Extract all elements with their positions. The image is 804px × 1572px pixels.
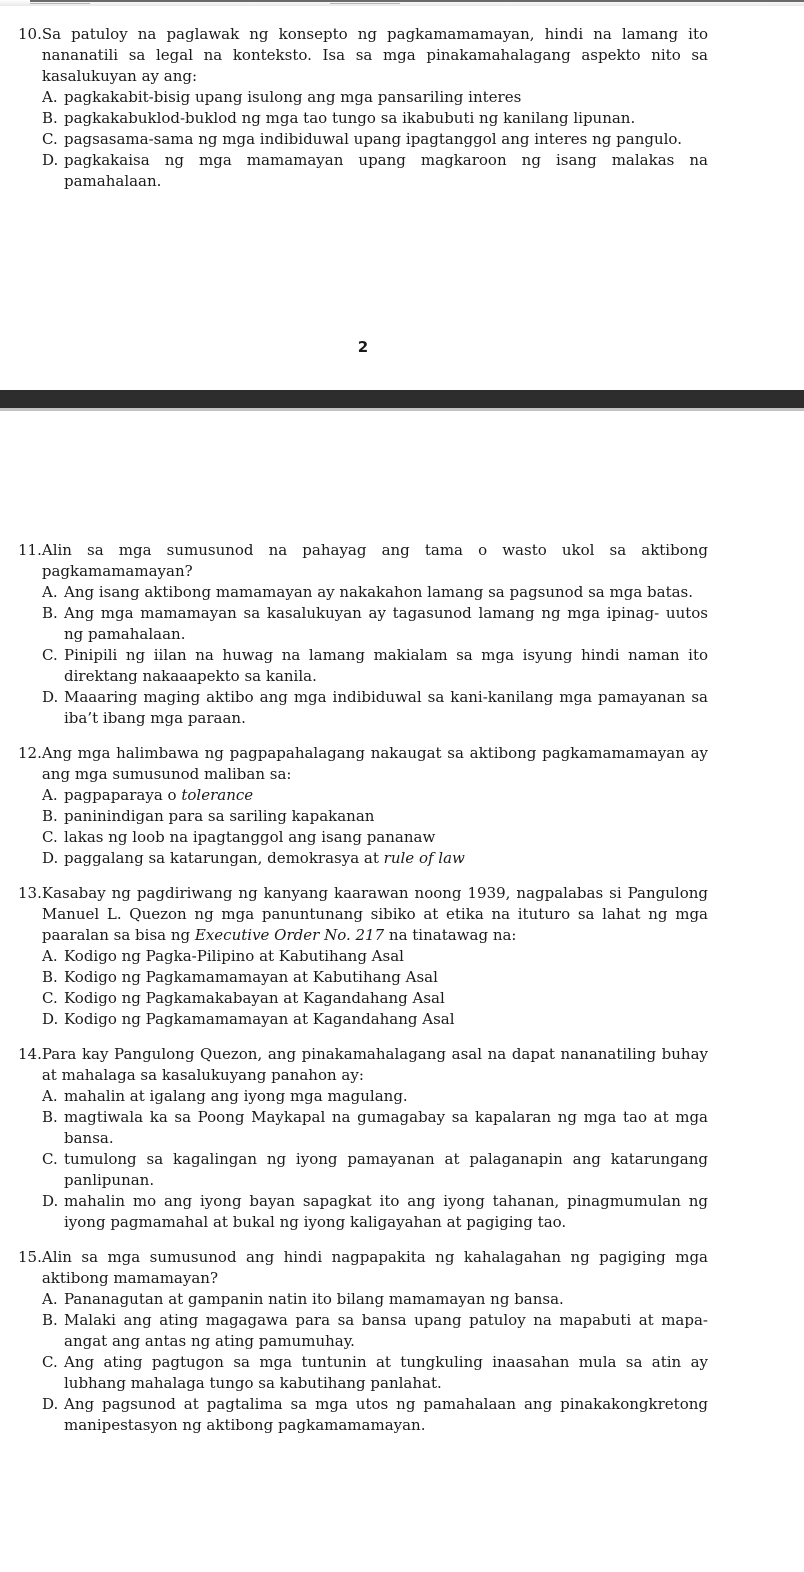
option-text: Kodigo ng Pagkamakabayan at Kagandahang Asal (64, 989, 445, 1007)
cut-text-fragment (30, 0, 90, 4)
option-a (18, 1086, 708, 1107)
option-text: paggalang sa katarungan, demokrasya at (64, 849, 384, 867)
option-text: paninindigan para sa sariling kapakanan (64, 807, 375, 825)
option-b (18, 1107, 708, 1149)
question-gap (18, 729, 708, 743)
page-section-bottom (18, 540, 708, 1436)
option-letter: B. (42, 1311, 58, 1329)
option-text: pagkakabit-bisig upang isulong ang mga pansariling interes (64, 88, 522, 106)
option-b (18, 603, 708, 645)
question-number: 12. (18, 744, 42, 762)
option-text: mahalin at igalang ang iyong mga magulang. (64, 1087, 408, 1105)
option-a (18, 87, 708, 108)
question-number: 13. (18, 884, 42, 902)
option-letter: A. (42, 1290, 58, 1308)
option-letter: C. (42, 989, 58, 1007)
option-c (18, 988, 708, 1009)
question-10 (18, 24, 708, 192)
option-letter: D. (42, 151, 59, 169)
question-13 (18, 883, 708, 1030)
question-number: 10. (18, 25, 42, 43)
option-letter: B. (42, 807, 58, 825)
option-letter: A. (42, 88, 58, 106)
question-gap (18, 1030, 708, 1044)
option-a (18, 582, 708, 603)
option-letter: C. (42, 1353, 58, 1371)
option-letter: A. (42, 786, 58, 804)
question-stem (18, 540, 708, 582)
question-stem (18, 1247, 708, 1289)
option-text: tumulong sa kagalingan ng iyong pamayanan at palaganapin ang katarungang panlipunan. (64, 1150, 708, 1189)
option-letter: D. (42, 1395, 59, 1413)
option-c (18, 645, 708, 687)
option-letter: C. (42, 1150, 58, 1168)
question-text-end: na tinatawag na: (384, 926, 517, 944)
page-section-top (18, 24, 708, 356)
option-c (18, 827, 708, 848)
option-a (18, 785, 708, 806)
option-text-group (64, 848, 708, 869)
question-stem (18, 883, 708, 946)
option-b (18, 806, 708, 827)
option-text: Kodigo ng Pagkamamamayan at Kabutihang Asal (64, 968, 438, 986)
option-c (18, 129, 708, 150)
option-text: Maaaring maging aktibo ang mga indibiduwal sa kani-kanilang mga pamayanan sa iba’t ibang mga paraan. (64, 688, 708, 727)
option-a (18, 1289, 708, 1310)
option-d (18, 1009, 708, 1030)
option-d (18, 687, 708, 729)
question-text: Alin sa mga sumusunod na pahayag ang tama o wasto ukol sa aktibong pagkamamamayan? (41, 541, 708, 580)
question-15 (18, 1247, 708, 1436)
option-b (18, 108, 708, 129)
option-text: lakas ng loob na ipagtanggol ang isang pananaw (64, 828, 436, 846)
option-list (18, 1086, 708, 1233)
option-text: pagpaparaya o (64, 786, 182, 804)
option-letter: A. (42, 583, 58, 601)
option-text: pagkakaisa ng mga mamamayan upang magkaroon ng isang malakas na pamahalaan. (64, 151, 708, 190)
question-number: 15. (18, 1248, 42, 1266)
option-text-italic: tolerance (181, 786, 254, 804)
question-gap (18, 869, 708, 883)
option-text: Ang ating pagtugon sa mga tuntunin at tungkuling inaasahan mula sa atin ay lubhang mahalaga tungo sa kabutihang panlahat. (64, 1353, 708, 1392)
option-text-italic: rule of law (383, 849, 465, 867)
question-text: Alin sa mga sumusunod ang hindi nagpapakita ng kahalagahan ng pagiging mga aktibong mamamayan? (41, 1248, 708, 1287)
page-break-shadow (0, 408, 804, 411)
question-text-group (42, 883, 708, 946)
option-text-group (64, 785, 708, 806)
page-break-band (0, 390, 804, 408)
option-letter: C. (42, 130, 58, 148)
option-letter: C. (42, 828, 58, 846)
option-d (18, 1394, 708, 1436)
option-letter: C. (42, 646, 58, 664)
option-list (18, 1289, 708, 1436)
question-12 (18, 743, 708, 869)
option-b (18, 1310, 708, 1352)
question-text-italic: Executive Order No. 217 (194, 926, 385, 944)
option-text: magtiwala ka sa Poong Maykapal na gumagabay sa kapalaran ng mga tao at mga bansa. (64, 1108, 708, 1147)
option-text: Pananagutan at gampanin natin ito bilang mamamayan ng bansa. (64, 1290, 564, 1308)
option-list (18, 582, 708, 729)
question-14 (18, 1044, 708, 1233)
option-letter: B. (42, 968, 58, 986)
option-list (18, 785, 708, 869)
option-text: pagsasama-sama ng mga indibiduwal upang ipagtanggol ang interes ng pangulo. (64, 130, 682, 148)
page-number: 2 (357, 338, 369, 356)
option-text: Pinipili ng iilan na huwag na lamang makialam sa mga isyung hindi naman ito direktang nakaaapekto sa kanila. (64, 646, 708, 685)
option-letter: B. (42, 1108, 58, 1126)
option-text: Kodigo ng Pagka-Pilipino at Kabutihang Asal (64, 947, 404, 965)
option-letter: D. (42, 1192, 59, 1210)
question-gap (18, 1233, 708, 1247)
option-d (18, 150, 708, 192)
question-stem (18, 24, 708, 87)
question-text: Kasabay ng pagdiriwang ng kanyang kaarawan noong 1939, nagpalabas si Pangulong Manuel L. Quezon ng mga panuntunang sibiko at etika na ituturo sa lahat ng mga paaralan sa bisa ng (41, 884, 708, 944)
option-letter: D. (42, 849, 59, 867)
option-b (18, 967, 708, 988)
option-letter: D. (42, 688, 59, 706)
option-text: Kodigo ng Pagkamamamayan at Kagandahang Asal (64, 1010, 455, 1028)
cut-text-fragment (330, 0, 400, 4)
option-list (18, 87, 708, 192)
question-number: 14. (18, 1045, 42, 1063)
option-text: Malaki ang ating magagawa para sa bansa upang patuloy na mapabuti at mapa-angat ang antas ng ating pamumuhay. (64, 1311, 708, 1350)
option-letter: B. (42, 109, 58, 127)
option-text: Ang isang aktibong mamamayan ay nakakahon lamang sa pagsunod sa mga batas. (64, 583, 694, 601)
option-letter: B. (42, 604, 58, 622)
previous-page-edge (0, 0, 804, 6)
option-list (18, 946, 708, 1030)
question-stem (18, 1044, 708, 1086)
option-c (18, 1352, 708, 1394)
question-text: Sa patuloy na paglawak ng konsepto ng pagkamamamayan, hindi na lamang ito nananatili sa legal na konteksto. Isa sa mga pinakamahalagang aspekto nito sa kasalukuyan ay ang: (41, 25, 708, 85)
option-letter: A. (42, 1087, 58, 1105)
question-text: Para kay Pangulong Quezon, ang pinakamahalagang asal na dapat nananatiling buhay at mahalaga sa kasalukuyang panahon ay: (41, 1045, 708, 1084)
question-stem (18, 743, 708, 785)
option-letter: A. (42, 947, 58, 965)
previous-page-border-line (30, 0, 804, 2)
question-11 (18, 540, 708, 729)
question-number: 11. (18, 541, 42, 559)
option-a (18, 946, 708, 967)
option-text: pagkakabuklod-buklod ng mga tao tungo sa ikabubuti ng kanilang lipunan. (64, 109, 636, 127)
question-text: Ang mga halimbawa ng pagpapahalagang nakaugat sa aktibong pagkamamamayan ay ang mga sumusunod maliban sa: (41, 744, 708, 783)
option-text: Ang mga mamamayan sa kasalukuyan ay tagasunod lamang ng mga ipinag- uutos ng pamahalaan. (64, 604, 708, 643)
option-letter: D. (42, 1010, 59, 1028)
option-text: mahalin mo ang iyong bayan sapagkat ito ang iyong tahanan, pinagmumulan ng iyong pagmamahal at bukal ng iyong kaligayahan at pagiging tao. (64, 1192, 708, 1231)
option-text: Ang pagsunod at pagtalima sa mga utos ng pamahalaan ang pinakakongkretong manipestasyon ng aktibong pagkamamamayan. (64, 1395, 708, 1434)
option-c (18, 1149, 708, 1191)
option-d (18, 1191, 708, 1233)
option-d (18, 848, 708, 869)
